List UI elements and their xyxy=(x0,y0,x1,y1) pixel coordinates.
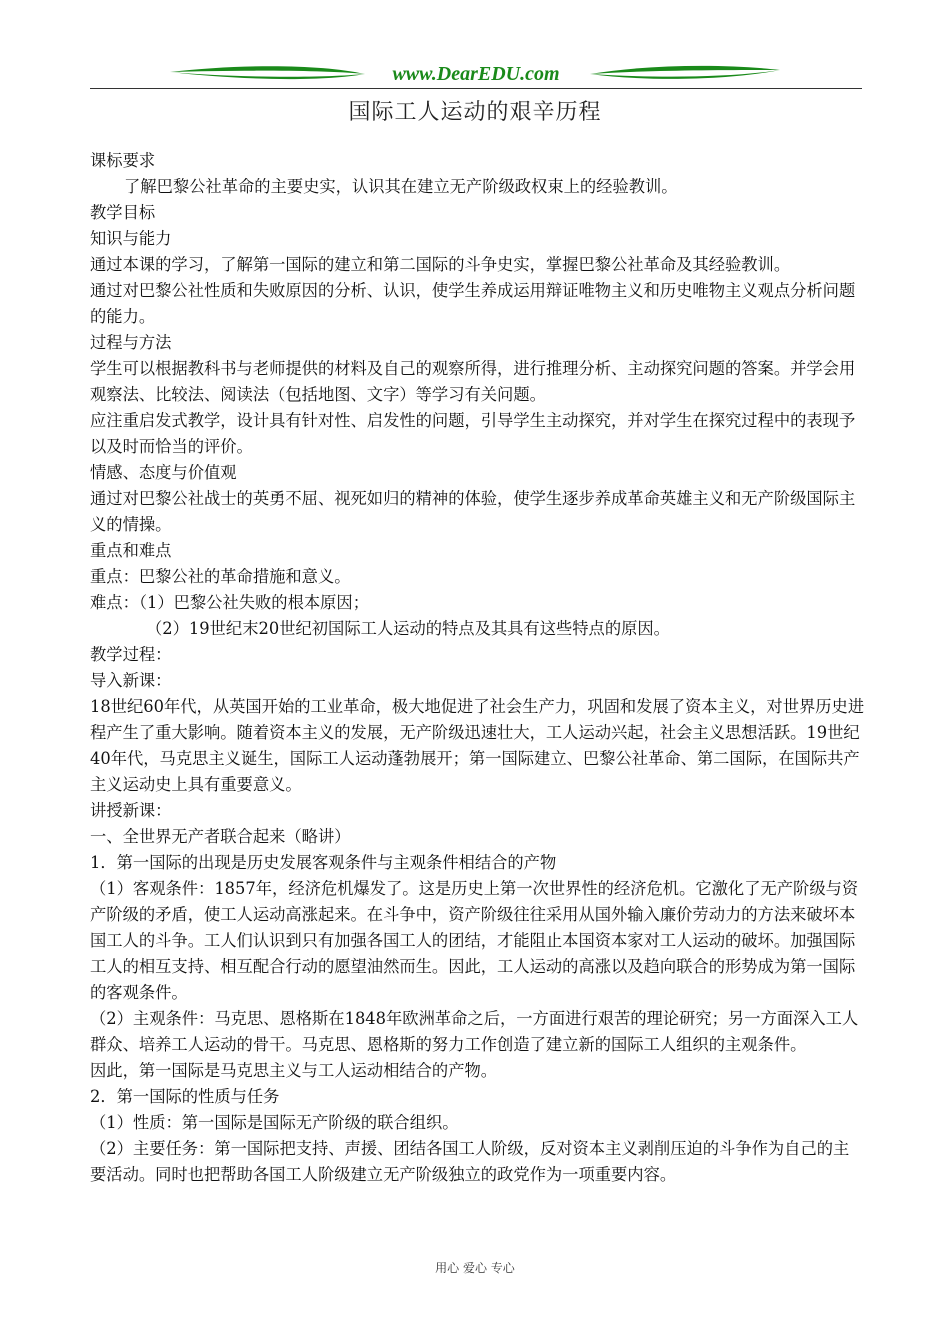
body-paragraph: 学生可以根据教科书与老师提供的材料及自己的观察所得，进行推理分析、主动探究问题的答案。并学会用观察法、比较法、阅读法（包括地图、文字）等学习有关问题。 xyxy=(90,359,856,404)
body-paragraph: 因此，第一国际是马克思主义与工人运动相结合的产物。 xyxy=(90,1061,498,1080)
page-footer: 用心 爱心 专心 xyxy=(435,1261,515,1275)
subsection-heading: 情感、态度与价值观 xyxy=(90,463,237,482)
subsection-heading: 知识与能力 xyxy=(90,229,172,248)
site-logo-text: www.DearEDU.com xyxy=(392,63,560,85)
body-paragraph: 重点：巴黎公社的革命措施和意义。 xyxy=(90,567,351,586)
body-paragraph: （2）主观条件：马克思、恩格斯在1848年欧洲革命之后，一方面进行艰苦的理论研究；另一方面深入工人群众、培养工人运动的骨干。马克思、恩格斯的努力工作创造了建立新的国际工人组织的主观条件。 xyxy=(90,1009,859,1054)
body-paragraph: 难点：（1）巴黎公社失败的根本原因； xyxy=(90,593,369,612)
body-paragraph: （2）主要任务：第一国际把支持、声援、团结各国工人阶级，反对资本主义剥削压迫的斗争作为自己的主要活动。同时也把帮助各国工人阶级建立无产阶级独立的政党作为一项重要内容。 xyxy=(90,1139,850,1184)
body-paragraph: 通过对巴黎公社战士的英勇不屈、视死如归的精神的体验，使学生逐步养成革命英雄主义和无产阶级国际主义的情操。 xyxy=(90,489,856,534)
subsection-heading: 讲授新课： xyxy=(90,801,172,820)
section-heading: 课标要求 xyxy=(90,151,156,170)
header-divider xyxy=(90,88,862,89)
site-header-banner xyxy=(90,58,862,88)
body-paragraph: （1）性质：第一国际是国际无产阶级的联合组织。 xyxy=(90,1113,459,1132)
body-paragraph: 18世纪60年代，从英国开始的工业革命，极大地促进了社会生产力，巩固和发展了资本主义，对世界历史进程产生了重大影响。随着资本主义的发展，无产阶级迅速壮大，工人运动兴起，社会主义思想活跃。19世纪40年代，马克思主义诞生，国际工人运动蓬勃展开；第一国际建立、巴黎公社革命、第二国际，在国际共产主义运动史上具有重要意义。 xyxy=(90,697,865,794)
page-title: 国际工人运动的艰辛历程 xyxy=(348,100,602,125)
document-body xyxy=(90,148,865,1188)
section-heading: 一、全世界无产者联合起来（略讲） xyxy=(90,827,351,846)
body-paragraph: （1）客观条件：1857年，经济危机爆发了。这是历史上第一次世界性的经济危机。它激化了无产阶级与资产阶级的矛盾，使工人运动高涨起来。在斗争中，资产阶级往往采用从国外输入廉价劳动力的方法来破坏本国工人的斗争。工人们认识到只有加强各国工人的团结，才能阻止本国资本家对工人运动的破坏。加强国际工人的相互支持、相互配合行动的愿望油然而生。因此，工人运动的高涨以及趋向联合的形势成为第一国际的客观条件。 xyxy=(90,879,859,1002)
body-paragraph: 了解巴黎公社革命的主要史实，认识其在建立无产阶级政权束上的经验教训。 xyxy=(124,177,678,196)
section-heading: 重点和难点 xyxy=(90,541,172,560)
section-heading: 教学目标 xyxy=(90,203,156,222)
subsection-heading: 1．第一国际的出现是历史发展客观条件与主观条件相结合的产物 xyxy=(90,853,557,872)
body-paragraph: 通过对巴黎公社性质和失败原因的分析、认识，使学生养成运用辩证唯物主义和历史唯物主义观点分析问题的能力。 xyxy=(90,281,856,326)
body-paragraph: 通过本课的学习，了解第一国际的建立和第二国际的斗争史实，掌握巴黎公社革命及其经验教训。 xyxy=(90,255,791,274)
body-paragraph: 应注重启发式教学，设计具有针对性、启发性的问题，引导学生主动探究，并对学生在探究过程中的表现予以及时而恰当的评价。 xyxy=(90,411,856,456)
section-heading: 教学过程： xyxy=(90,645,172,664)
subsection-heading: 过程与方法 xyxy=(90,333,172,352)
subsection-heading: 2．第一国际的性质与任务 xyxy=(90,1087,280,1106)
swoosh-logo-icon xyxy=(90,58,862,88)
subsection-heading: 导入新课： xyxy=(90,671,172,690)
body-paragraph: （2）19世纪末20世纪初国际工人运动的特点及其具有这些特点的原因。 xyxy=(146,619,670,638)
